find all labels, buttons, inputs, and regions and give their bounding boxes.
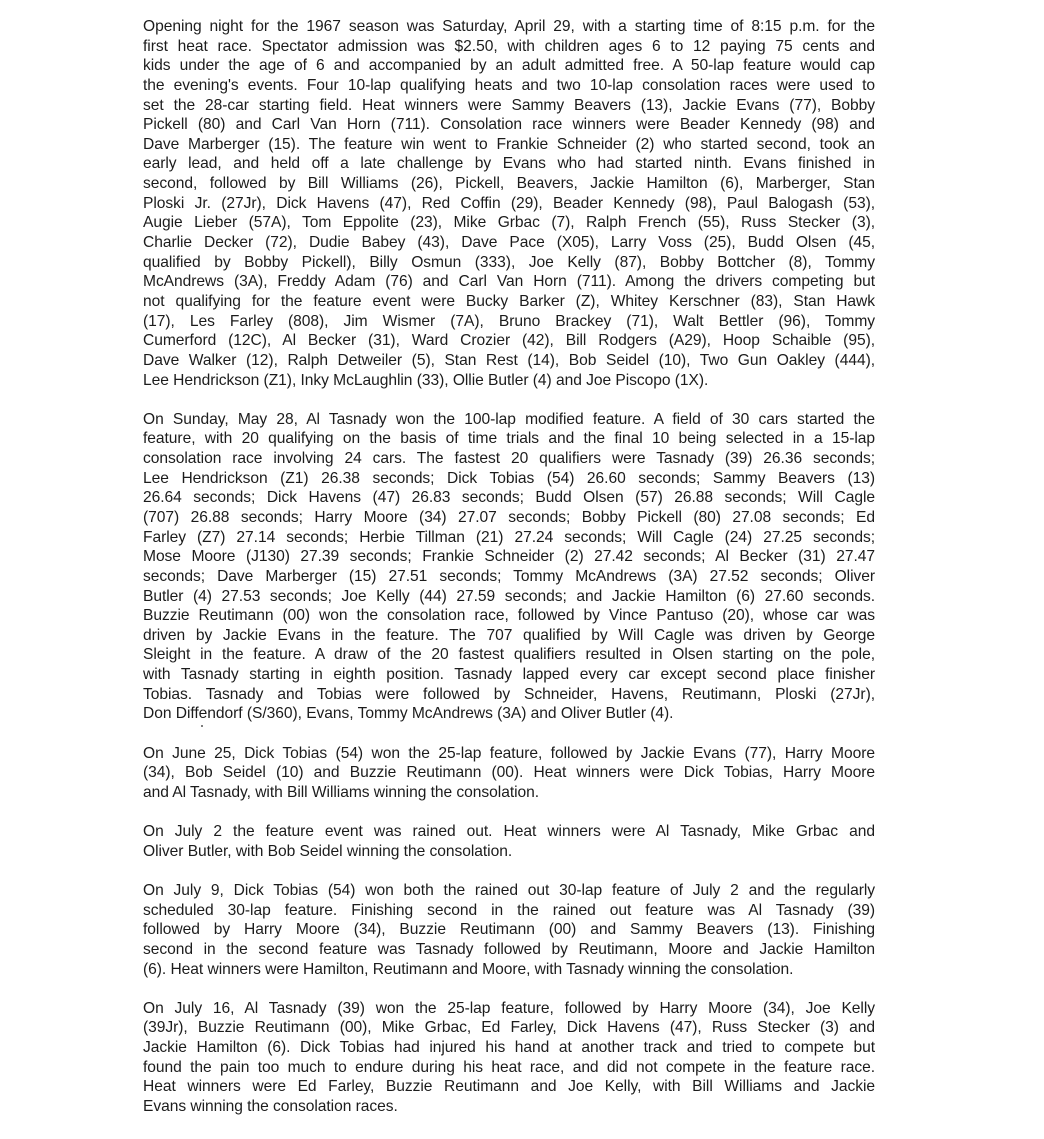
text-line: Mose Moore (J130) 27.39 seconds; Frankie Schneider (2) 27.42 seconds; Al Becker (31) 27.47: [143, 548, 875, 566]
text-line: Evans winning the consolation races.: [143, 1098, 398, 1115]
text-line: consolation race involving 24 cars. The fastest 20 qualifiers were Tasnady (39) 26.36 seconds;: [143, 450, 875, 468]
text-line: Butler (4) 27.53 seconds; Joe Kelly (44) 27.59 seconds; and Jackie Hamilton (6) 27.60 seconds.: [143, 587, 875, 605]
text-line: Farley (Z7) 27.14 seconds; Herbie Tillman (21) 27.24 seconds; Will Cagle (24) 27.25 seconds;: [143, 528, 875, 546]
text-line: Cumerford (12C), Al Becker (31), Ward Crozier (42), Bill Rodgers (A29), Hoop Schaible (95),: [143, 332, 875, 350]
text-line: second, followed by Bill Williams (26), Pickell, Beavers, Jackie Hamilton (6), Marberger, Stan: [143, 175, 875, 193]
text-line: On July 16, Al Tasnady (39) won the 25-lap feature, followed by Harry Moore (34), Joe Kelly: [143, 999, 875, 1017]
text-line: (17), Les Farley (808), Jim Wismer (7A), Bruno Brackey (71), Walt Bettler (96), Tommy: [143, 312, 875, 330]
text-line: second in the second feature was Tasnady followed by Reutimann, Moore and Jackie Hamilton: [143, 940, 875, 958]
text-line: On June 25, Dick Tobias (54) won the 25-lap feature, followed by Jackie Evans (77), Harry Moore: [143, 744, 875, 762]
paragraph-opening-night: [143, 17, 875, 390]
text-line: set the 28-car starting field. Heat winners were Sammy Beavers (13), Jackie Evans (77), Bobby: [143, 96, 875, 114]
text-line: Ploski Jr. (27Jr), Dick Havens (47), Red Coffin (29), Beader Kennedy (98), Paul Balogash (53),: [143, 194, 875, 212]
text-line: Dave Marberger (15). The feature win went to Frankie Schneider (2) who started second, took an: [143, 135, 875, 153]
text-line: (39Jr), Buzzie Reutimann (00), Mike Grbac, Ed Farley, Dick Havens (47), Russ Stecker (3) and: [143, 1019, 875, 1037]
text-line: feature, with 20 qualifying on the basis of time trials and the final 10 being selected in a 15-lap: [143, 430, 875, 448]
paragraph-june-25: [143, 744, 875, 803]
text-line: Jackie Hamilton (6). Dick Tobias had injured his hand at another track and tried to compete but: [143, 1039, 875, 1057]
text-line: Augie Lieber (57A), Tom Eppolite (23), Mike Grbac (7), Ralph French (55), Russ Stecker (3),: [143, 214, 875, 232]
text-line: qualified by Bobby Pickell), Billy Osmun (333), Joe Kelly (87), Bobby Bottcher (8), Tommy: [143, 253, 875, 271]
text-line: early lead, and held off a late challenge by Evans who had started ninth. Evans finished in: [143, 155, 875, 173]
text-line: with Tasnady starting in eighth position. Tasnady lapped every car except second place finisher: [143, 666, 875, 684]
text-line: Charlie Decker (72), Dudie Babey (43), Dave Pace (X05), Larry Voss (25), Budd Olsen (45,: [143, 234, 875, 252]
text-line: first heat race. Spectator admission was $2.50, with children ages 6 to 12 paying 75 cents and: [143, 37, 875, 55]
text-line: Dave Walker (12), Ralph Detweiler (5), Stan Rest (14), Bob Seidel (10), Two Gun Oakley (444),: [143, 351, 875, 369]
text-line: Lee Hendrickson (Z1), Inky McLaughlin (33), Ollie Butler (4) and Joe Piscopo (1X).: [143, 371, 709, 389]
text-line: Lee Hendrickson (Z1) 26.38 seconds; Dick Tobias (54) 26.60 seconds; Sammy Beavers (13): [143, 469, 875, 487]
text-line: Heat winners were Ed Farley, Buzzie Reutimann and Joe Kelly, with Bill Williams and Jackie: [143, 1078, 875, 1096]
text-line: 26.64 seconds; Dick Havens (47) 26.83 seconds; Budd Olsen (57) 26.88 seconds; Will Cagle: [143, 489, 875, 507]
text-line: kids under the age of 6 and accompanied by an adult admitted free. A 50-lap feature would cap: [143, 57, 875, 75]
document-page: [143, 17, 875, 1136]
text-line: Opening night for the 1967 season was Saturday, April 29, with a starting time of 8:15 p.m. for the: [143, 18, 875, 35]
paragraph-july-16: [143, 999, 875, 1117]
paragraph-july-9: [143, 881, 875, 979]
text-line: Tobias. Tasnady and Tobias were followed by Schneider, Havens, Reutimann, Ploski (27Jr),: [143, 685, 875, 703]
text-line: (707) 26.88 seconds; Harry Moore (34) 27.07 seconds; Bobby Pickell (80) 27.08 seconds; Ed: [143, 508, 875, 526]
text-line: driven by Jackie Evans in the feature. The 707 qualified by Will Cagle was driven by George: [143, 626, 875, 644]
text-line: On July 2 the feature event was rained out. Heat winners were Al Tasnady, Mike Grbac and: [143, 823, 875, 841]
text-line: Buzzie Reutimann (00) won the consolation race, followed by Vince Pantuso (20), whose car was: [143, 607, 875, 625]
text-line: not qualifying for the feature event were Bucky Barker (Z), Whitey Kerschner (83), Stan Hawk: [143, 292, 875, 310]
paragraph-july-2: [143, 822, 875, 861]
text-line: McAndrews (3A), Freddy Adam (76) and Carl Van Horn (711). Among the drivers competing but: [143, 273, 875, 291]
scan-speck: [201, 725, 203, 727]
text-line: Pickell (80) and Carl Van Horn (711). Consolation race winners were Beader Kennedy (98) and: [143, 116, 875, 134]
text-line: followed by Harry Moore (34), Buzzie Reutimann (00) and Sammy Beavers (13). Finishing: [143, 921, 875, 939]
text-line: scheduled 30-lap feature. Finishing second in the rained out feature was Al Tasnady (39): [143, 901, 875, 919]
text-line: On Sunday, May 28, Al Tasnady won the 100-lap modified feature. A field of 30 cars started the: [143, 410, 875, 428]
text-line: found the pain too much to endure during his heat race, and did not compete in the feature race.: [143, 1058, 875, 1076]
text-line: (6). Heat winners were Hamilton, Reutimann and Moore, with Tasnady winning the consolation.: [143, 960, 794, 978]
text-line: Oliver Butler, with Bob Seidel winning the consolation.: [143, 842, 513, 860]
text-line: Don Diffendorf (S/360), Evans, Tommy McAndrews (3A) and Oliver Butler (4).: [143, 705, 674, 723]
paragraph-may-28: [143, 410, 875, 724]
text-line: (34), Bob Seidel (10) and Buzzie Reutimann (00). Heat winners were Dick Tobias, Harry Moore: [143, 764, 875, 782]
text-line: Sleight in the feature. A draw of the 20 fastest qualifiers resulted in Olsen starting on the pole,: [143, 646, 875, 664]
text-line: and Al Tasnady, with Bill Williams winning the consolation.: [143, 783, 540, 801]
text-line: seconds; Dave Marberger (15) 27.51 seconds; Tommy McAndrews (3A) 27.52 seconds; Oliver: [143, 567, 875, 585]
text-line: On July 9, Dick Tobias (54) won both the rained out 30-lap feature of July 2 and the regularly: [143, 882, 875, 899]
text-line: the evening's events. Four 10-lap qualifying heats and two 10-lap consolation races were used to: [143, 76, 875, 94]
